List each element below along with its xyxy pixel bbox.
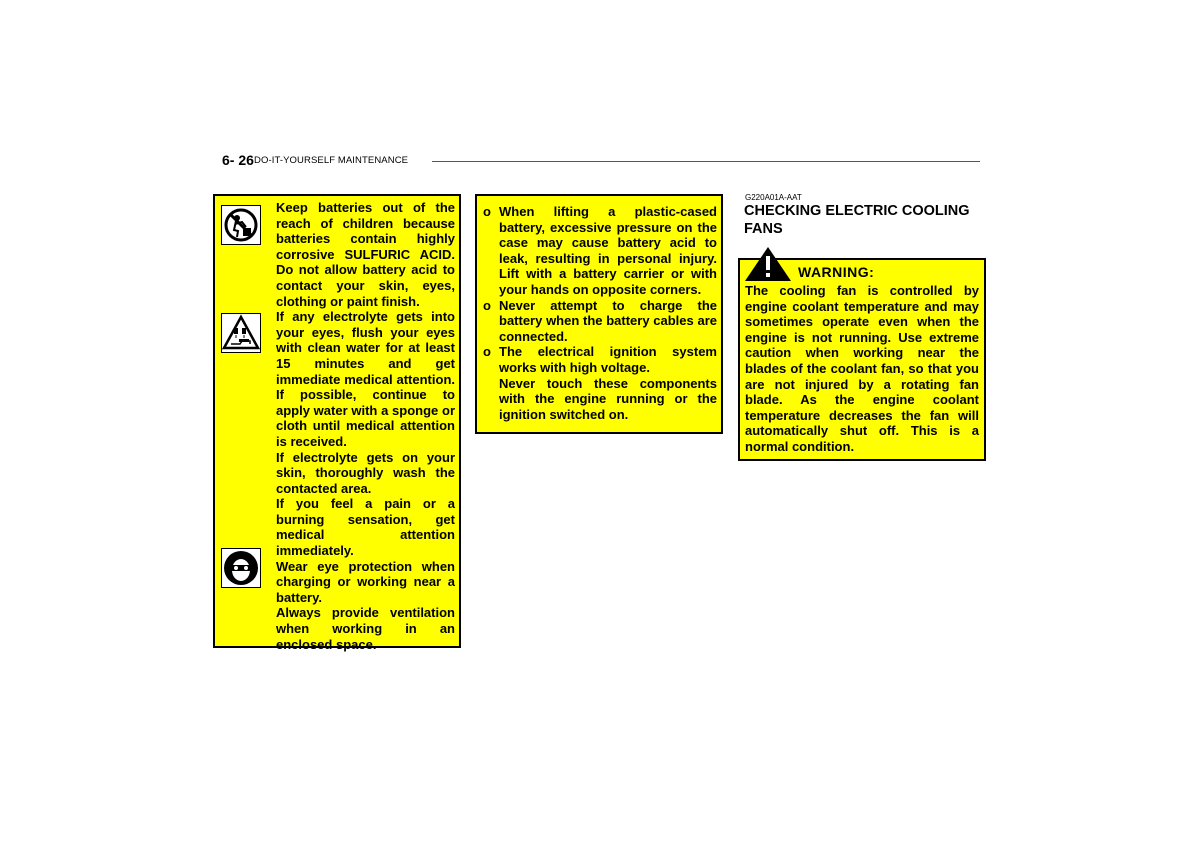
burning-sensation-instructions: If you feel a pain or a burning sensation, get medical attention immediately. bbox=[276, 496, 455, 559]
list-item-text: Never attempt to charge the battery when the battery cables are connected. bbox=[499, 297, 717, 344]
header-rule bbox=[432, 161, 980, 162]
list-item bbox=[483, 344, 717, 422]
list-bullet: o bbox=[483, 204, 491, 219]
keep-away-from-children-icon bbox=[221, 205, 261, 245]
section-code: G220A01A-AAT bbox=[745, 193, 802, 202]
battery-safety-text bbox=[276, 200, 455, 652]
warning-title: WARNING: bbox=[798, 264, 875, 280]
section-heading: CHECKING ELECTRIC COOLING FANS bbox=[744, 203, 970, 237]
warning-box bbox=[738, 258, 986, 461]
list-item-continuation: Never touch these components with the engine running or the ignition switched on. bbox=[499, 375, 717, 422]
list-item bbox=[483, 298, 717, 345]
warning-text: The cooling fan is controlled by engine coolant temperature and may sometimes operate even when the engine is not running. Use extreme caution when working near the blades of the coolant fan, so that you are not injured by a rotating fan blade. As the engine coolant temperature decreases the fan will automatically shut off. This is a normal condition. bbox=[745, 283, 979, 454]
eye-contact-instructions: If any electrolyte gets into your eyes, flush your eyes with clean water for at least 15 minutes and get immediate medical attention. If possible, continue to apply water with a sponge or cloth until medical attention is received. bbox=[276, 309, 455, 449]
battery-handling-box bbox=[475, 194, 723, 434]
page-header bbox=[222, 152, 980, 170]
section-title: DO-IT-YOURSELF MAINTENANCE bbox=[254, 155, 409, 166]
corrosive-acid-icon bbox=[221, 313, 261, 353]
list-bullet: o bbox=[483, 297, 491, 313]
exclamation-triangle-icon bbox=[744, 246, 792, 282]
battery-handling-list bbox=[483, 204, 717, 422]
list-item-text: The electrical ignition system works with high voltage. bbox=[499, 344, 717, 375]
children-warning: Keep batteries out of the reach of children because batteries contain highly corrosive SULFURIC ACID. Do not allow battery acid to contact your skin, eyes, clothing or paint finish. bbox=[276, 200, 455, 309]
battery-safety-box bbox=[213, 194, 461, 652]
ventilation-instructions: Always provide ventilation when working in an enclosed space. bbox=[276, 605, 455, 652]
eye-protection-icon bbox=[221, 548, 261, 588]
list-item-text: When lifting a plastic-cased battery, excessive pressure on the case may cause battery acid to leak, resulting in personal injury. Lift with a battery carrier or with your hands on opposite corners. bbox=[499, 204, 717, 297]
page-number: 6- 26 bbox=[222, 152, 254, 168]
list-bullet: o bbox=[483, 344, 491, 360]
eye-protection-instructions: Wear eye protection when charging or working near a battery. bbox=[276, 558, 455, 605]
skin-contact-instructions: If electrolyte gets on your skin, thoroughly wash the contacted area. bbox=[276, 449, 455, 496]
list-item bbox=[483, 204, 717, 298]
